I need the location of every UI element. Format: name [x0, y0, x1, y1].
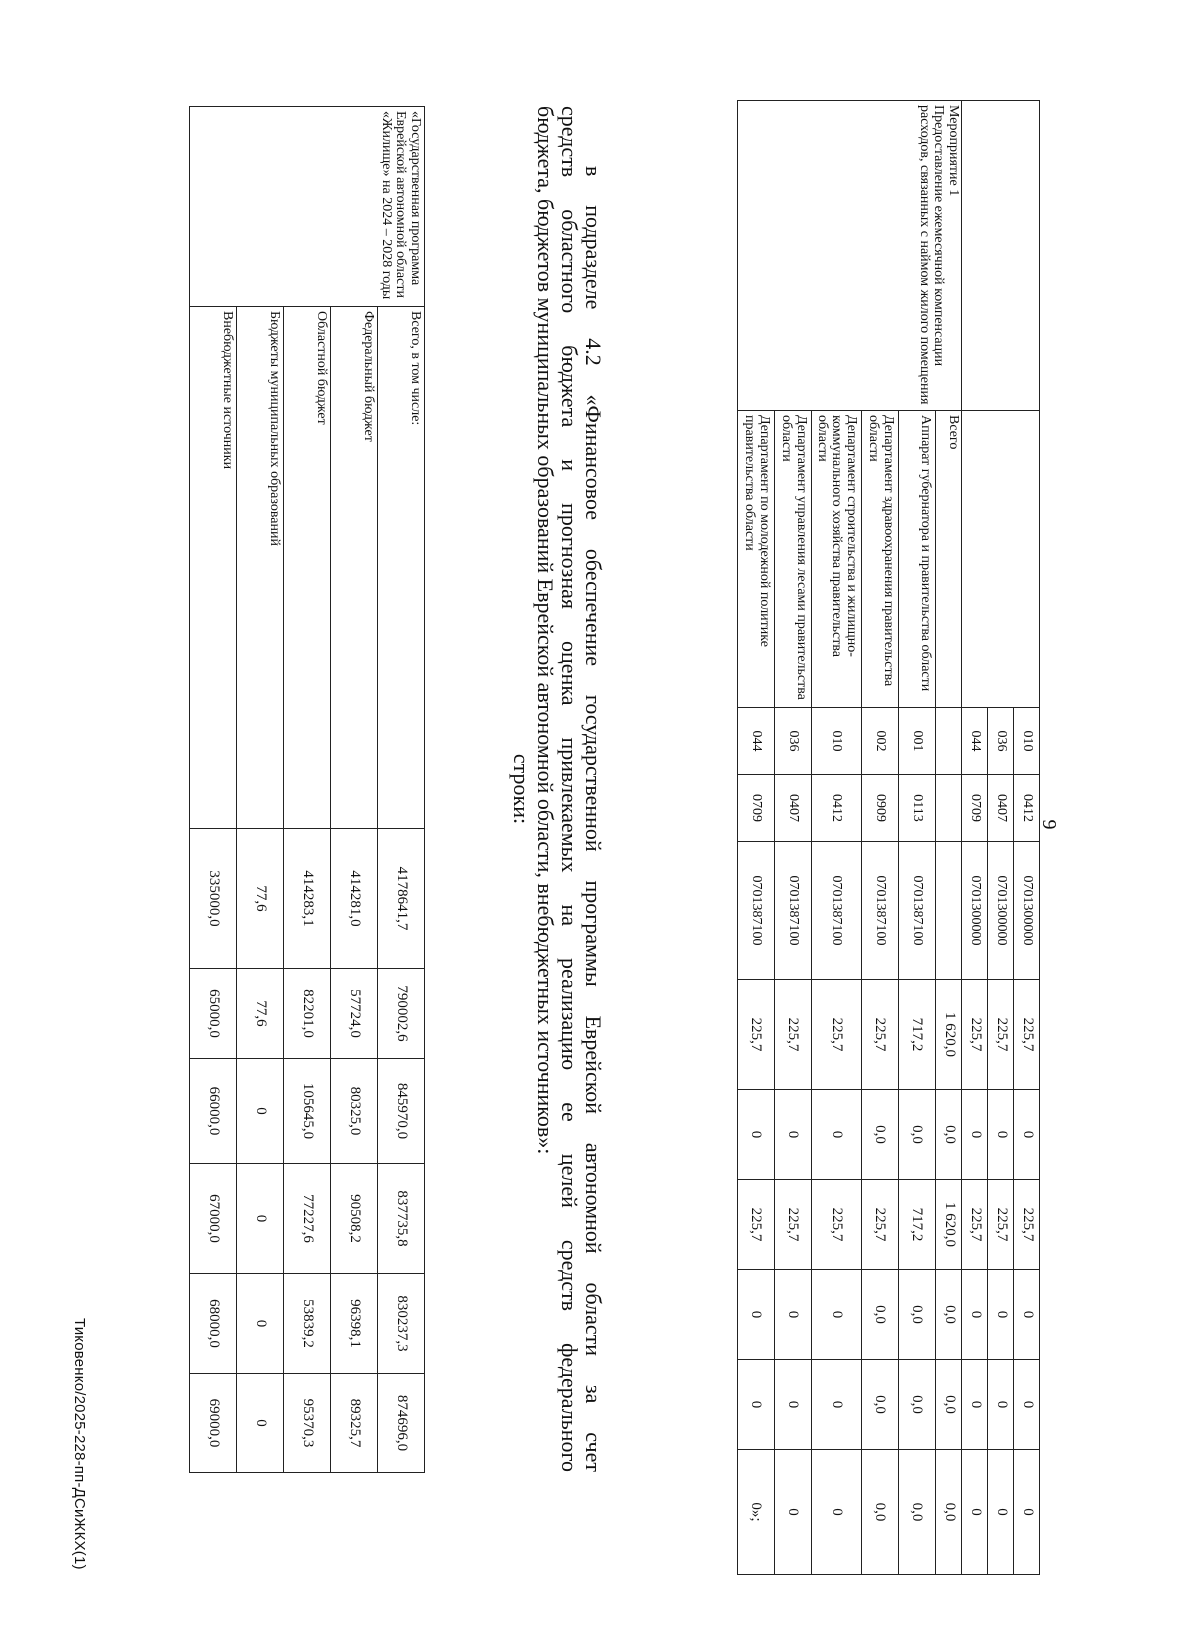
table-cell: 0407	[988, 775, 1014, 842]
amount-cell: 105645,0	[284, 1059, 331, 1164]
table-cell: 0701300000	[988, 842, 1014, 980]
program-name-cell: «Государственная программа Еврейской автономной области «Жилище» на 2024 – 2028 годы	[190, 107, 425, 307]
table-cell: 0»;	[737, 1450, 774, 1575]
paragraph-line: в подразделе 4.2 «Финансовое обеспечение государственной программы Еврейской автономной области за счет	[581, 166, 606, 1472]
amount-cell: 0	[237, 1164, 284, 1274]
table-cell: 0,0	[936, 1090, 962, 1180]
table-row	[1014, 101, 1040, 1575]
executor-cell: Департамент по молодежной политике правительства области	[737, 411, 774, 708]
amount-cell: 80325,0	[331, 1059, 378, 1164]
executor-cell: Департамент строительства и жилищно-коммунального хозяйства правительства области	[811, 411, 861, 708]
document-reference: Тиковенко/2025-228-пп-ДСиЖКХ(1)	[71, 1318, 88, 1570]
amount-cell: 0	[237, 1374, 284, 1473]
table-cell: 0701387100	[737, 842, 774, 980]
amount-cell: 790002,6	[378, 969, 425, 1059]
table-cell: 0701387100	[811, 842, 861, 980]
source-cell: Всего, в том числе:	[378, 307, 425, 829]
amount-cell: 830237,3	[378, 1274, 425, 1374]
source-cell: Бюджеты муниципальных образований	[237, 307, 284, 829]
amount-cell: 4178641,7	[378, 829, 425, 969]
table-cell: 0,0	[899, 1450, 936, 1575]
table-cell: 225,7	[811, 980, 861, 1090]
table-cell: 717,2	[899, 980, 936, 1090]
table-cell: 0	[962, 1450, 988, 1575]
table-cell	[936, 842, 962, 980]
amount-cell: 82201,0	[284, 969, 331, 1059]
table-cell: 0	[811, 1270, 861, 1360]
amount-cell: 77,6	[237, 829, 284, 969]
amount-cell: 874696,0	[378, 1374, 425, 1473]
table-cell: 002	[862, 708, 899, 775]
executor-cell: Аппарат губернатора и правительства области	[899, 411, 936, 708]
amount-cell: 65000,0	[190, 969, 237, 1059]
table-cell: 0407	[774, 775, 811, 842]
table-cell: 0	[811, 1090, 861, 1180]
table-row	[936, 101, 962, 1575]
table-cell: 0	[1014, 1270, 1040, 1360]
table-cell: 225,7	[988, 980, 1014, 1090]
table-cell: 0,0	[862, 1360, 899, 1450]
table-cell	[936, 775, 962, 842]
table-cell: 0,0	[862, 1090, 899, 1180]
table-cell: 0709	[962, 775, 988, 842]
table-cell: 0701300000	[1014, 842, 1040, 980]
amount-cell: 837735,8	[378, 1164, 425, 1274]
table-cell: 010	[1014, 708, 1040, 775]
source-cell: Федеральный бюджет	[331, 307, 378, 829]
amount-cell: 845970,0	[378, 1059, 425, 1164]
table-row	[331, 107, 378, 1473]
table-cell: 0	[774, 1090, 811, 1180]
table-cell: 044	[962, 708, 988, 775]
amount-cell: 414281,0	[331, 829, 378, 969]
amount-cell: 66000,0	[190, 1059, 237, 1164]
table-cell: 225,7	[962, 980, 988, 1090]
executor-cell: Всего	[936, 411, 962, 708]
table-cell: 0,0	[936, 1270, 962, 1360]
table-cell: 0	[962, 1270, 988, 1360]
amount-cell: 96398,1	[331, 1274, 378, 1374]
paragraph-line: строки:	[509, 753, 534, 825]
amount-cell: 77227,6	[284, 1164, 331, 1274]
table-cell: 010	[811, 708, 861, 775]
table-cell: 0,0	[936, 1360, 962, 1450]
page-number: 9	[1038, 819, 1060, 830]
amount-cell: 77,6	[237, 969, 284, 1059]
table-cell: 0	[962, 1360, 988, 1450]
table-cell: 0701387100	[774, 842, 811, 980]
table-cell: 0701387100	[862, 842, 899, 980]
table-cell: 0709	[737, 775, 774, 842]
table-cell: 0	[737, 1360, 774, 1450]
table-cell: 001	[899, 708, 936, 775]
table-cell: 225,7	[774, 980, 811, 1090]
table-cell: 0701300000	[962, 842, 988, 980]
table-cell: 0	[774, 1450, 811, 1575]
table-cell: 0	[1014, 1450, 1040, 1575]
paragraph-line: бюджета, бюджетов муниципальных образований Еврейской автономной области, внебюджетных источников»:	[533, 106, 558, 1155]
amount-cell: 57724,0	[331, 969, 378, 1059]
amount-cell: 335000,0	[190, 829, 237, 969]
table-cell: 0701387100	[899, 842, 936, 980]
table-cell: 0,0	[862, 1270, 899, 1360]
table-cell: 0	[774, 1360, 811, 1450]
table-cell: 044	[737, 708, 774, 775]
table-cell: 225,7	[774, 1180, 811, 1270]
table-cell: 717,2	[899, 1180, 936, 1270]
amount-cell: 0	[237, 1274, 284, 1374]
table-cell: 225,7	[1014, 980, 1040, 1090]
paragraph-line: средств областного бюджета и прогнозная оценка привлекаемых на реализацию ее целей средств федерального	[557, 106, 582, 1472]
table-cell: 036	[988, 708, 1014, 775]
amount-cell: 414283,1	[284, 829, 331, 969]
table-cell: 0	[1014, 1360, 1040, 1450]
executor-cell: Департамент управления лесами правительства области	[774, 411, 811, 708]
table-cell	[962, 101, 1040, 411]
table-cell	[936, 708, 962, 775]
table-cell: 225,7	[962, 1180, 988, 1270]
table-cell: 0909	[862, 775, 899, 842]
table-cell: 0	[737, 1270, 774, 1360]
amount-cell: 69000,0	[190, 1374, 237, 1473]
table-cell: 0	[811, 1360, 861, 1450]
table-cell: 225,7	[862, 980, 899, 1090]
table-cell: 0113	[899, 775, 936, 842]
amendment-paragraph	[509, 106, 605, 1472]
table-cell: 0,0	[862, 1450, 899, 1575]
table-cell: 0412	[1014, 775, 1040, 842]
amount-cell: 67000,0	[190, 1164, 237, 1274]
amount-cell: 90508,2	[331, 1164, 378, 1274]
table-cell: 225,7	[1014, 1180, 1040, 1270]
table-cell: 0	[811, 1450, 861, 1575]
table-cell: 0,0	[899, 1360, 936, 1450]
budget-allocation-rows	[737, 101, 1039, 1575]
table-cell: 225,7	[862, 1180, 899, 1270]
table-cell: 0	[737, 1090, 774, 1180]
table-row	[378, 107, 425, 1473]
table-cell: 0	[988, 1090, 1014, 1180]
table-row	[190, 107, 237, 1473]
amount-cell: 68000,0	[190, 1274, 237, 1374]
amount-cell: 89325,7	[331, 1374, 378, 1473]
table-cell: 1 620,0	[936, 1180, 962, 1270]
table-cell: 0	[988, 1450, 1014, 1575]
table-cell: 0	[774, 1270, 811, 1360]
financing-sources-rows	[190, 107, 425, 1473]
table-cell: 0,0	[899, 1090, 936, 1180]
source-cell: Внебюджетные источники	[190, 307, 237, 829]
table-cell: 225,7	[988, 1180, 1014, 1270]
table-cell: 0	[988, 1270, 1014, 1360]
amount-cell: 95370,3	[284, 1374, 331, 1473]
table-row	[284, 107, 331, 1473]
table-cell: 0412	[811, 775, 861, 842]
amount-cell: 0	[237, 1059, 284, 1164]
executor-cell: Департамент здравоохранения правительства области	[862, 411, 899, 708]
table-cell: 0,0	[936, 1450, 962, 1575]
table-cell: 225,7	[737, 1180, 774, 1270]
table-cell	[962, 411, 1040, 708]
amount-cell: 53839,2	[284, 1274, 331, 1374]
table-cell: 0	[1014, 1090, 1040, 1180]
source-cell: Областной бюджет	[284, 307, 331, 829]
table-cell: 225,7	[737, 980, 774, 1090]
table-row	[237, 107, 284, 1473]
table-cell: 0	[988, 1360, 1014, 1450]
table-cell: 225,7	[811, 1180, 861, 1270]
table-cell: 0,0	[899, 1270, 936, 1360]
budget-allocation-table	[737, 100, 1040, 1575]
table-cell: 036	[774, 708, 811, 775]
financing-sources-table	[189, 106, 425, 1473]
table-cell: 0	[962, 1090, 988, 1180]
measure-name-cell: Мероприятие 1 Предоставление ежемесячной компенсации расходов, связанных с наймом жилого помещения	[737, 101, 961, 411]
table-cell: 1 620,0	[936, 980, 962, 1090]
